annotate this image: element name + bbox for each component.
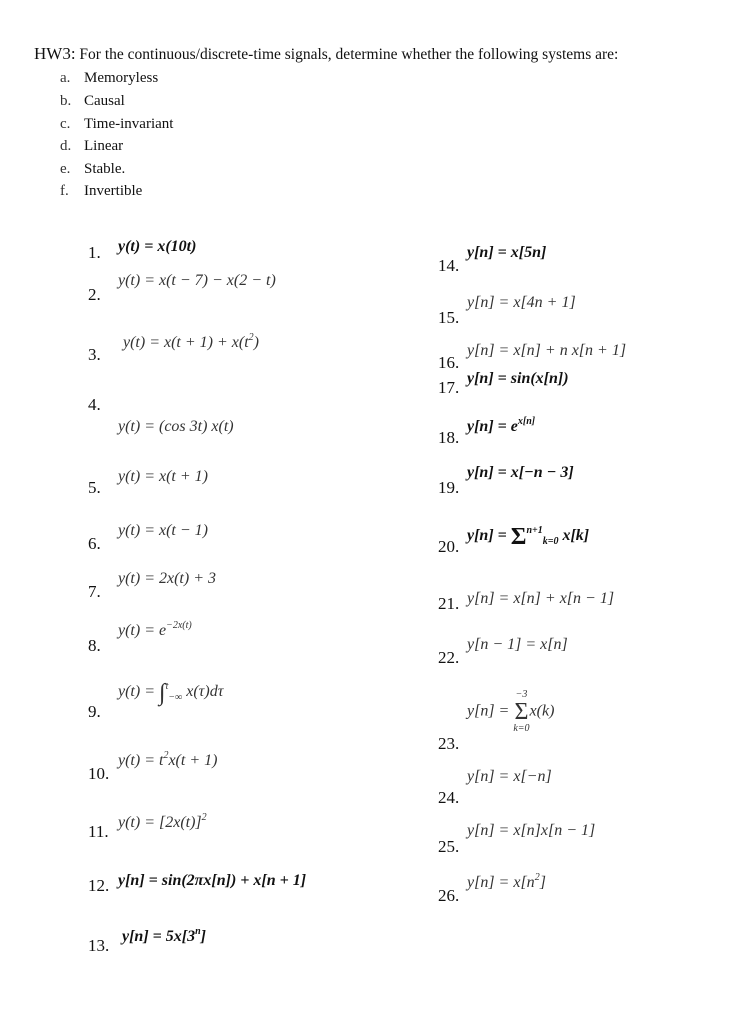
problem-number: 1. [88, 243, 101, 262]
equation-text: y(t) = (cos 3t) x(t) [118, 418, 234, 435]
equation-text: y(t) = [118, 683, 159, 700]
equation-text: y[n] = x[n [467, 874, 535, 891]
math-dnscript: k=0 [542, 536, 559, 547]
problem-equation [118, 620, 192, 640]
equation-text: ) [253, 334, 259, 351]
equation-text: y[n] = x[−n − 3] [467, 464, 574, 481]
math-upscript: n+1 [526, 525, 543, 536]
math-upscript: 2 [201, 812, 207, 823]
criterion-label: Memoryless [84, 70, 159, 86]
problem-equation [467, 822, 595, 840]
criterion-item [60, 93, 125, 110]
problem-number: 23. [438, 734, 460, 753]
problem-equation [118, 468, 208, 486]
criterion-item [60, 116, 173, 133]
equation-text: y[n − 1] = x[n] [467, 636, 568, 653]
criterion-letter: e. [60, 161, 71, 177]
equation-text: y[n] = sin(2πx[n]) + x[n + 1] [118, 872, 307, 889]
problem-equation [467, 464, 574, 482]
problem-number: 10. [88, 764, 110, 783]
equation-text: y(t) = e [118, 622, 167, 639]
problem-number: 3. [88, 345, 101, 364]
equation-text: y[n] = x[n] + x[n − 1] [467, 590, 615, 607]
problem-number: 25. [438, 837, 460, 856]
problem-equation [467, 768, 552, 786]
criterion-label: Invertible [84, 183, 143, 199]
equation-text: y[n] = 5x[3 [122, 928, 196, 945]
equation-text: y[n] = x[n]x[n − 1] [467, 822, 596, 839]
equation-text: x(τ)dτ [182, 683, 224, 700]
equation-text: y(t) = x(t − 1) [118, 522, 208, 539]
math-upscript: n [195, 926, 201, 937]
problem-number: 11. [88, 822, 109, 841]
problem-equation [118, 812, 207, 832]
equation-text: x(t + 1) [168, 752, 218, 769]
criterion-item [60, 161, 125, 178]
math-upscript: 2 [163, 750, 169, 761]
math-upscript: 2 [534, 872, 540, 883]
criterion-label: Causal [84, 93, 125, 109]
sum-upper-limit: −3 [515, 689, 528, 700]
math-upscript: −2x(t) [166, 620, 192, 631]
equation-text: y[n] = sin(x[n]) [467, 370, 569, 387]
problem-equation [122, 926, 206, 946]
problem-number: 14. [438, 256, 460, 275]
criterion-letter: f. [60, 183, 69, 199]
summation-symbol [513, 690, 529, 734]
problem-number: 2. [88, 285, 101, 304]
problem-number: 8. [88, 636, 101, 655]
math-dnscript: −∞ [168, 692, 183, 703]
equation-text: y[n] = x[−n] [467, 768, 552, 785]
assignment-title: HW3: [34, 44, 76, 63]
problem-number: 15. [438, 308, 460, 327]
problem-number: 16. [438, 353, 460, 372]
problem-number: 18. [438, 428, 460, 447]
equation-text: y(t) = x(t + 1) + x(t [123, 334, 249, 351]
problem-equation [118, 272, 276, 290]
assignment-instructions: For the continuous/discrete-time signals, determine whether the following systems are: [79, 46, 619, 63]
problem-number: 26. [438, 886, 460, 905]
equation-text: y[n] = [467, 702, 514, 720]
problem-number: 5. [88, 478, 101, 497]
criterion-item [60, 138, 123, 155]
criterion-letter: d. [60, 138, 72, 154]
problem-number: 22. [438, 648, 460, 667]
math-upscript: 2 [248, 332, 254, 343]
criterion-letter: c. [60, 116, 71, 132]
equation-text: ] [539, 874, 546, 891]
math-operator: ∫ [159, 680, 166, 706]
criterion-letter: a. [60, 70, 71, 86]
problem-number: 13. [88, 936, 110, 955]
criterion-item [60, 183, 142, 200]
problem-equation [467, 416, 535, 436]
criterion-label: Linear [84, 138, 124, 154]
equation-text: ] [200, 928, 206, 945]
equation-text: y[n] = x[n] + n x[n + 1] [467, 342, 627, 359]
assignment-header [34, 44, 618, 64]
problem-equation [118, 570, 216, 588]
problem-equation [118, 418, 234, 436]
equation-text: x[k] [558, 527, 590, 544]
problem-equation [123, 332, 259, 352]
problem-equation [467, 590, 614, 608]
sum-lower-limit: k=0 [513, 723, 530, 734]
problem-number: 7. [88, 582, 101, 601]
criterion-item [60, 70, 158, 87]
equation-text: y[n] = [467, 527, 511, 544]
problem-equation [118, 238, 196, 256]
problem-equation [467, 342, 626, 360]
problem-equation [467, 294, 576, 312]
problem-number: 20. [438, 537, 460, 556]
equation-text: y[n] = x[4n + 1] [467, 294, 576, 311]
problem-number: 12. [88, 876, 110, 895]
equation-text: y(t) = 2x(t) + 3 [118, 570, 216, 587]
criterion-label: Time-invariant [84, 116, 174, 132]
math-operator: Σ [510, 524, 527, 550]
problem-equation [467, 370, 569, 388]
problem-number: 6. [88, 534, 101, 553]
problem-number: 9. [88, 702, 101, 721]
problem-equation [118, 680, 223, 707]
criterion-letter: b. [60, 93, 72, 109]
problem-number: 4. [88, 395, 101, 414]
criterion-label: Stable. [84, 161, 126, 177]
equation-text: y(t) = x(10t) [118, 238, 197, 255]
problem-number: 17. [438, 378, 460, 397]
equation-text: x(k) [529, 702, 555, 720]
problem-equation [467, 872, 546, 892]
math-upscript: t [165, 681, 169, 692]
equation-text: y(t) = x(t − 7) − x(2 − t) [118, 272, 276, 289]
problem-equation [467, 524, 589, 551]
problem-equation [467, 244, 546, 262]
problem-number: 24. [438, 788, 460, 807]
equation-text: y[n] = x[5n] [467, 244, 547, 261]
problem-equation [118, 522, 208, 540]
sigma-glyph: Σ [514, 699, 529, 725]
equation-text: y[n] = e [467, 418, 518, 435]
problem-equation [467, 690, 554, 734]
problem-equation [467, 636, 568, 654]
problem-number: 19. [438, 478, 460, 497]
equation-text: y(t) = x(t + 1) [118, 468, 208, 485]
math-upscript: x[n] [517, 416, 536, 427]
equation-text: y(t) = t [118, 752, 164, 769]
problem-number: 21. [438, 594, 460, 613]
equation-text: y(t) = [2x(t)] [118, 814, 202, 831]
problem-equation [118, 872, 306, 890]
problem-equation [118, 750, 217, 770]
